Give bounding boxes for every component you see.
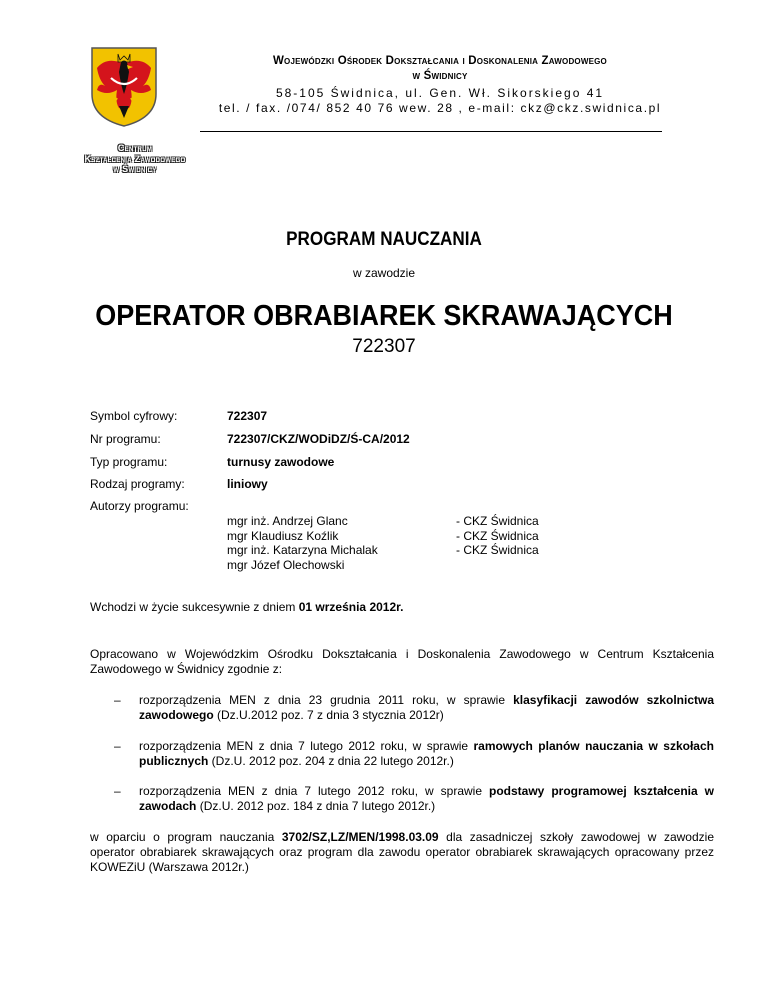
institution-contact: tel. / fax. /074/ 852 40 76 wew. 28 , e-mail: ckz@ckz.swidnica.pl [218, 101, 662, 115]
closing-text-rest: dla zasadniczej szkoły zawodowej w zawodzie operator obrabiarek skrawających oraz program dla zawodu operator obrabiarek skrawających opracowany przez KOWEZiU (Warszawa 2012r.) [90, 830, 714, 874]
regulation-subject: ramowych planów nauczania w szkołach publicznych [139, 739, 714, 768]
occupation-prefix: w zawodzie [352, 266, 416, 280]
coat-of-arms-logo [89, 46, 159, 128]
program-type-value: turnusy zawodowe [227, 455, 335, 469]
program-number-label: Nr programu: [90, 432, 161, 446]
regulation-dash: – [114, 693, 121, 707]
program-kind-value: liniowy [227, 477, 268, 491]
regulation-item [139, 693, 714, 723]
regulation-reference: (Dz.U.2012 poz. 7 z dnia 3 stycznia 2012r) [213, 708, 444, 722]
symbol-value: 722307 [227, 409, 268, 423]
regulation-item [139, 739, 714, 769]
author-affiliation: - CKZ Świdnica [456, 543, 539, 557]
prepared-intro: Opracowano w Wojewódzkim Ośrodku Dokształcania i Doskonalenia Zawodowego w Centrum Kształcenia Zawodowego w Świdnicy zgodnie z: [90, 647, 714, 676]
document-title: PROGRAM NAUCZANIA [286, 229, 482, 250]
occupation-name: OPERATOR OBRABIAREK SKRAWAJĄCYCH [95, 300, 673, 332]
author-name: mgr Klaudiusz Koźlik [227, 528, 339, 543]
regulation-dash: – [114, 739, 121, 753]
author-name: mgr Józef Olechowski [227, 557, 345, 572]
regulation-text: rozporządzenia MEN z dnia 23 grudnia 2011 roku, w sprawie [139, 693, 514, 707]
author-affiliation: - CKZ Świdnica [456, 528, 539, 543]
symbol-label: Symbol cyfrowy: [90, 409, 178, 423]
author-affiliation: - CKZ Świdnica [456, 514, 539, 528]
institution-name-line2: w Świdnicy [412, 70, 468, 82]
regulation-reference: (Dz.U. 2012 poz. 184 z dnia 7 lutego 2012r.) [196, 799, 436, 813]
regulation-dash: – [114, 784, 121, 798]
institution-name [200, 54, 680, 84]
regulation-subject: podstawy programowej kształcenia w zawodach [139, 784, 715, 813]
institution-name-line1: Wojewódzki Ośrodek Dokształcania i Doskonalenia Zawodowego [273, 55, 607, 67]
regulation-item [139, 784, 714, 814]
ckz-logo-line3: w Świdnicy [113, 164, 157, 174]
closing-text: w oparciu o program nauczania [90, 830, 282, 844]
program-number-value: 722307/CKZ/WODiDZ/Ś-CA/2012 [227, 432, 410, 446]
program-kind-label: Rodzaj programy: [90, 477, 185, 491]
author-name: mgr inż. Katarzyna Michalak [227, 543, 378, 557]
ckz-logo-line1: Centrum [117, 143, 153, 153]
regulation-text: rozporządzenia MEN z dnia 7 lutego 2012 roku, w sprawie [139, 784, 489, 798]
author-name: mgr inż. Andrzej Glanc [227, 514, 348, 528]
header-divider [200, 131, 662, 132]
regulation-text: rozporządzenia MEN z dnia 7 lutego 2012 roku, w sprawie [139, 739, 474, 753]
effective-date-text: Wchodzi w życie sukcesywnie z dniem [90, 600, 299, 614]
effective-date-value: 01 września 2012r. [298, 600, 404, 614]
effective-date-statement [90, 600, 714, 615]
regulation-reference: (Dz.U. 2012 poz. 204 z dnia 22 lutego 2012r.) [208, 754, 454, 768]
institution-address: 58-105 Świdnica, ul. Gen. Wł. Sikorskiego 41 [275, 86, 605, 100]
closing-paragraph [90, 830, 714, 875]
program-type-label: Typ programu: [90, 455, 168, 469]
ckz-logo [55, 143, 215, 175]
occupation-code: 722307 [352, 336, 416, 357]
ckz-logo-line2: Kształcenia Zawodowego [84, 153, 186, 164]
authors-label: Autorzy programu: [90, 499, 189, 513]
curriculum-number: 3702/SZ,LZ/MEN/1998.03.09 [281, 830, 439, 844]
regulation-subject: klasyfikacji zawodów szkolnictwa zawodowego [139, 693, 714, 722]
